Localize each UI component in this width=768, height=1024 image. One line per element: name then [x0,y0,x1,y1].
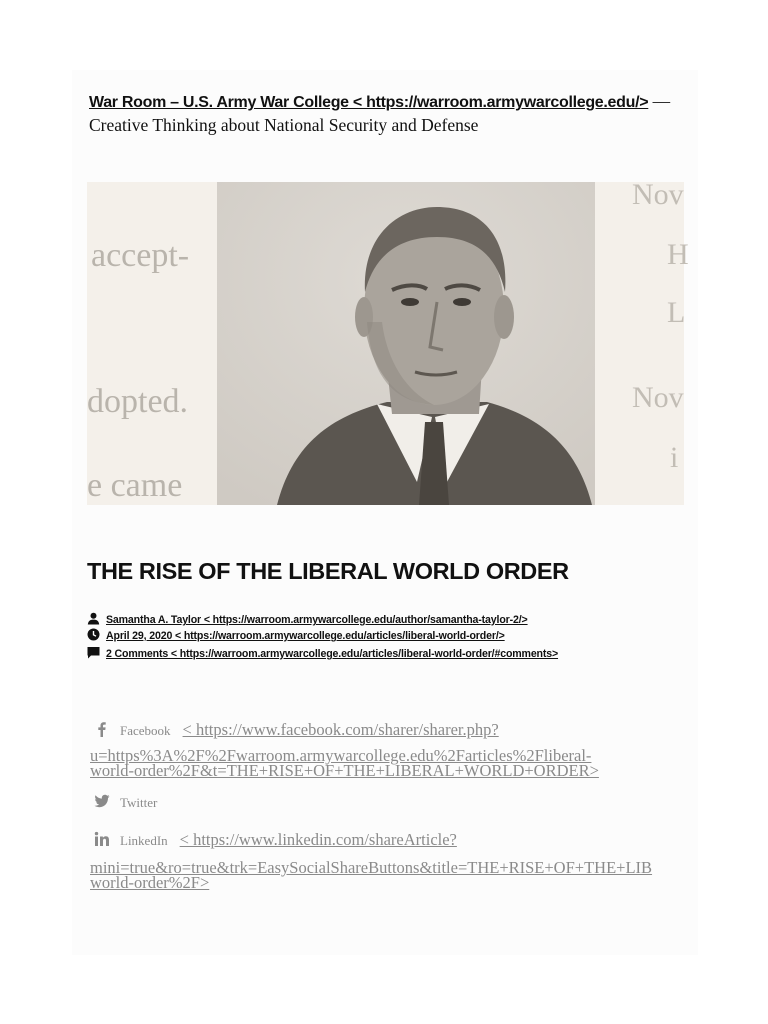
linkedin-link-line-3[interactable]: world-order%2F> [90,873,210,892]
hero-word-right-2: H [667,238,689,271]
twitter-label: Twitter [120,795,158,810]
hero-word-left-1: accept- [91,237,190,274]
facebook-label: Facebook [120,723,171,738]
site-tagline: Creative Thinking about National Security and Defense [89,115,479,135]
site-header [89,90,689,137]
linkedin-share-link[interactable]: < https://www.linkedin.com/shareArticle? [179,830,457,849]
facebook-link-line-3[interactable]: world-order%2F&t=THE+RISE+OF+THE+LIBERAL+WORLD+ORDER> [90,761,599,780]
site-link[interactable]: War Room – U.S. Army War College < https://warroom.armywarcollege.edu/> [89,94,649,111]
comment-icon [87,646,100,659]
hero-word-left-3: e came [87,467,183,504]
author-line [87,612,687,628]
comments-link[interactable]: 2 Comments < https://warroom.armywarcollege.edu/articles/liberal-world-order/#comments> [106,648,559,660]
document-page [72,70,698,955]
hero-image [87,178,689,505]
date-line [87,628,687,644]
twitter-icon [94,793,110,809]
linkedin-label: LinkedIn [120,833,168,848]
hero-word-right-3: L [667,296,686,329]
facebook-share-link[interactable]: < https://www.facebook.com/sharer/sharer.php? [182,720,499,739]
twitter-share-row[interactable] [94,793,157,812]
clock-icon [87,628,100,641]
facebook-share-link-cont[interactable] [90,748,710,778]
portrait-photo [217,182,595,505]
user-icon [87,612,100,625]
date-link[interactable]: April 29, 2020 < https://warroom.armywarcollege.edu/articles/liberal-world-order/> [106,630,505,642]
hero-word-right-5: i [670,441,679,474]
header-separator: — [648,91,671,111]
facebook-share-row [94,720,499,740]
linkedin-icon [94,831,110,847]
article-title: THE RISE OF THE LIBERAL WORLD ORDER [87,558,569,584]
facebook-icon [94,721,110,737]
author-link[interactable]: Samantha A. Taylor < https://warroom.armywarcollege.edu/author/samantha-taylor-2/> [106,614,528,626]
comments-line [87,646,687,662]
hero-word-left-2: dopted. [87,383,189,420]
linkedin-share-link-cont[interactable] [90,860,710,890]
facebook-link-line-2[interactable]: u=https%3A%2F%2Fwarroom.armywarcollege.edu%2Farticles%2Fliberal- [90,746,592,765]
hero-word-right-4: Nov [632,381,684,414]
linkedin-link-line-2[interactable]: mini=true&ro=true&trk=EasySocialShareButtons&title=THE+RISE+OF+THE+LIB [90,858,653,877]
hero-word-right-1: Nov [632,178,684,211]
linkedin-share-row [94,830,457,850]
